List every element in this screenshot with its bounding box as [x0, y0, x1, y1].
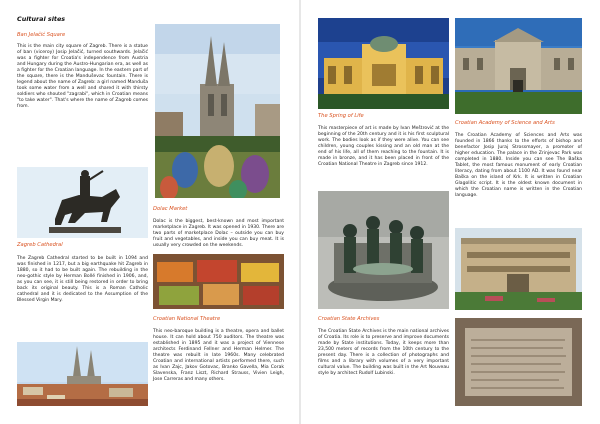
text-croatian-national-theatre: This neo-baroque building is a theatre, opera and ballet house. It can hold about 750 auditors. The theatre was established in 1895 and it was a project of Viennese architects Ferdinand Fellner and Herman Helmer. The theatre was rebuilt in late 1960s. Many celebrated Croatian and international artists performed there, such as Ivan Zajc, Jakov Gotovac, Branko Gavella, Mia Corak Slavenska, Franz Liszt, Richard Strauss, Vivien Leigh, Jose Carreras and many others. [153, 329, 284, 383]
text-croatian-academy: The Croatian Academy of Sciences and Arts was founded in 1866 thanks to the efforts of bishop and benefactor Josip Juraj Strossmayer, a promoter of higher education. The palace in the Zrinjevac Park was completed in 1880. Inside you can see The Baška Tablet, the most famous monument of early Croatian literacy, dating from about 1100 AD. It was found near Baška on the island of Krk. It is written in Croatian Glagolitic script. It is the oldest known document in which the Croatian name is written in the Croatian language. [455, 133, 582, 199]
text-ban-jelacic-square: This is the main city square of Zagreb. There is a statue of ban (viceroy) Josip Jelačić, turned southwards. Jelačić was a fighter for Croatia's independence from Austria and Hungary during the Austro-Hungarian era, as well as a fighter for the Croatian language. In the eastern part of the square, there is the Manduševac fountain. There is legend about the name of Zagreb: a girl named Manduša took some water from a well and shared it with thirsty soldiers who shouted "zagrabi", which in Croatian means "to take water". That's where the name of Zagreb comes from. [17, 44, 148, 110]
heading-croatian-state-archives: Croatian State Archives [318, 316, 380, 322]
heading-dolac-market: Dolac Market [153, 206, 188, 212]
text-dolac-market: Dolac is the biggest, best-known and most important marketplace in Zagreb. It was opened in 1930. There are two parts of marketplace Dolac – outside you can buy fruit and vegetables, and inside you can buy meat. It is usually very crowded on the weekends. [153, 219, 284, 249]
heading-zagreb-cathedral: Zagreb Cathedral [17, 242, 63, 248]
photo-croatian-national-theatre [318, 18, 449, 109]
photo-spring-of-life-fountain [318, 191, 449, 309]
photo-zagreb-cathedral-panorama [17, 342, 148, 406]
text-spring-of-life: This masterpiece of art is made by Ivan Meštrović at the beginning of the 20th century and it is his first sculptural work. The bodies look as if they were alive. You can see children, young couples kissing and an old man at the end of his life, all of them reaching to the fountain. It is made in bronze, and it has been placed in front of the Croatian National Theatre in Zagreb since 1912. [318, 126, 449, 168]
photo-jelacic-statue [17, 167, 148, 238]
photo-baska-tablet [455, 318, 582, 406]
heading-ban-jelacic-square: Ban Jelačić Square [17, 32, 66, 38]
text-croatian-state-archives: The Croatian State Archives is the main national archives of Croatia. Its role is to preserve and improve documents made by State institutions. Today, it keeps more than 23,500 meters of records from the 10th century to the present day. There is a collection of photographs and films and a library with volumes of a very important cultural value. The building was built in the Art Nouveau style by architect Rudolf Lubinski. [318, 329, 449, 377]
page-gutter [299, 0, 301, 424]
heading-croatian-academy: Croatian Academy of Science and Arts [455, 120, 555, 126]
photo-dolac-market-stalls [153, 254, 284, 309]
photo-croatian-state-archives-building [455, 228, 582, 310]
photo-croatian-academy-building [455, 18, 582, 114]
text-zagreb-cathedral: The Zagreb Cathedral started to be built in 1094 and was finished in 1217, but a big earthquake hit Zagreb in 1880, so it had to be built again. The rebuilding in the neo-gothic style by Herman Bollé finished in 1906, and, as you can see, it is still being restored in order to bring back its original beauty. This is a Roman Catholic cathedral and it is dedicated to the Assumption of the Blessed Virgin Mary. [17, 256, 148, 304]
section-title: Cultural sites [17, 15, 66, 23]
heading-spring-of-life: The Spring of Life [318, 113, 364, 119]
photo-cathedral-easter-eggs [155, 24, 280, 198]
heading-croatian-national-theatre: Croatian National Theatre [153, 316, 221, 322]
